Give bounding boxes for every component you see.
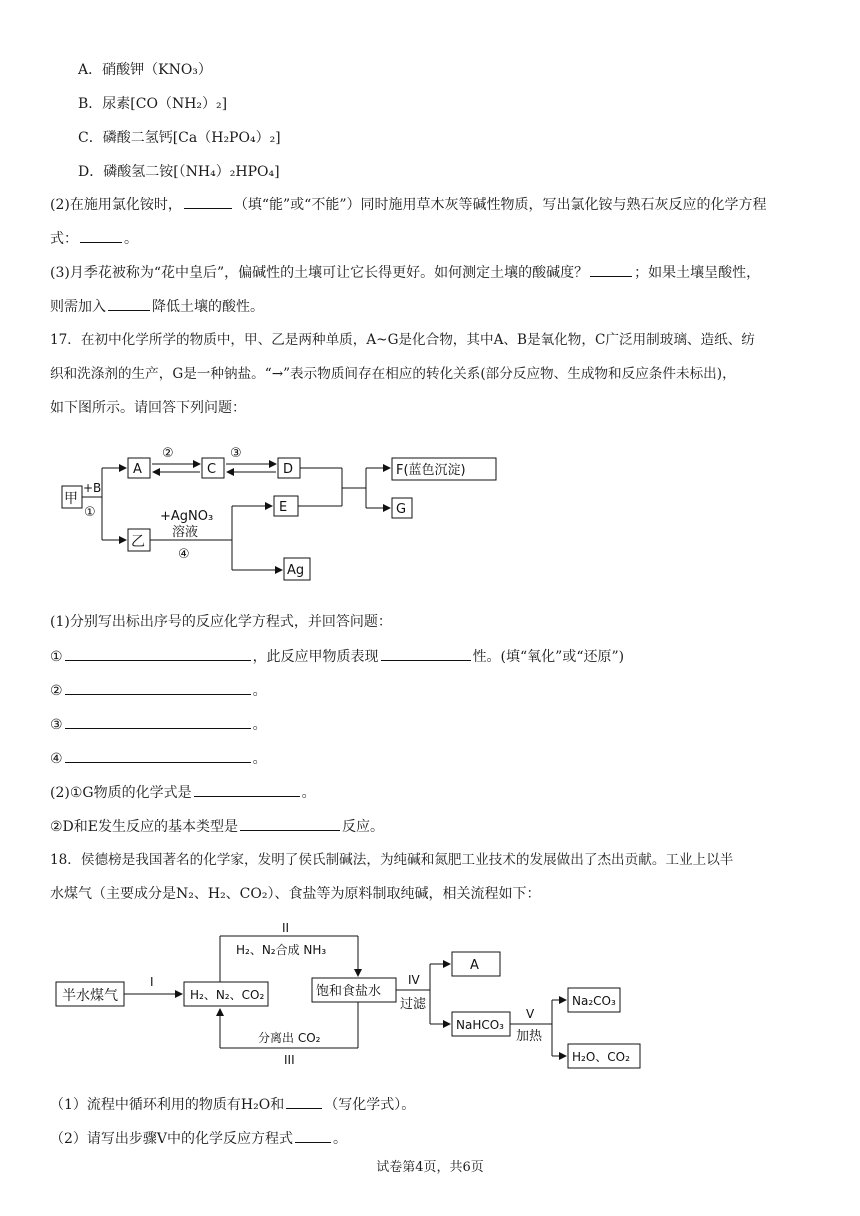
label-nahco3: NaHCO₃ [456,1018,504,1032]
label-separate-co2: 分离出 CO₂ [258,1031,321,1045]
label-step-iii: III [284,1053,295,1067]
q17-answer-3: ③ 。 [50,714,267,735]
label-solution: 溶液 [172,525,199,540]
q18-intro-line2: 水煤气（主要成分是N₂、H₂、CO₂）、食盐等为原料制取纯碱，相关流程如下： [50,886,541,902]
label-e: E [279,500,288,515]
label-g: G [396,502,407,517]
option-a: A．硝酸钾（KNO₃） [78,62,212,78]
q18-intro-line1: 18．侯德榜是我国著名的化学家，发明了侯氏制碱法，为纯碱和氮肥工业技术的发展做出了杰出贡献。工业上以半 [50,852,734,868]
q17-conversion-diagram [0,430,860,590]
label-yi: 乙 [131,534,145,550]
q17-intro-line1: 17．在初中化学所学的物质中，甲、乙是两种单质，A~G是化合物，其中A、B是氧化物，C广泛用制玻璃、造纸、纺 [50,332,755,348]
q16-part3-line2: 则需加入 降低土壤的酸性。 [50,296,264,317]
q17-answer-1: ① ，此反应甲物质表现 性。(填“氧化”或“还原”) [50,646,624,667]
option-b: B．尿素[CO（NH₂）₂] [78,96,228,112]
answer-blank[interactable] [108,296,150,311]
answer-blank[interactable] [194,782,300,797]
label-step-ii: II [282,921,290,935]
answer-blank[interactable] [80,228,122,243]
label-agno3: +AgNO₃ [160,509,214,524]
q17-intro-line3: 如下图所示。请回答下列问题： [50,400,246,416]
q17-sub1: (1)分别写出标出序号的反应化学方程式，并回答问题： [50,614,392,630]
label-c: C [207,462,217,477]
label-plus-b: +B [83,481,102,495]
q16-part3-line1: (3)月季花被称为“花中皇后”，偏碱性的土壤可让它长得更好。如何测定土壤的酸碱度？ ；如果土壤呈酸性， [50,262,760,283]
label-step-i: I [150,975,154,989]
label-ag: Ag [287,563,305,578]
label-filter: 过滤 [400,997,427,1012]
answer-blank[interactable] [65,748,251,763]
label-step-v: V [526,1007,535,1021]
answer-blank[interactable] [65,680,251,695]
q17-sub2a: (2)①G物质的化学式是 。 [50,782,316,803]
label-jia: 甲 [64,491,78,507]
answer-blank[interactable] [590,262,632,277]
page-footer: 试卷第4页，共6页 [376,1160,484,1175]
label-circle-3: ③ [230,446,242,461]
q17-answer-2: ② 。 [50,680,267,701]
answer-blank[interactable] [184,194,232,209]
label-d: D [283,462,294,477]
q16-part2-line2: 式： 。 [50,228,138,249]
answer-blank[interactable] [65,714,251,729]
label-f: F(蓝色沉淀) [396,463,466,478]
label-synthesize-nh3: H₂、N₂合成 NH₃ [236,943,327,957]
label-step-iv: IV [408,973,420,987]
answer-blank[interactable] [286,1094,322,1109]
label-a: A [133,462,142,477]
q17-sub2b: ②D和E发生反应的基本类型是 反应。 [50,816,384,837]
answer-blank[interactable] [381,646,471,661]
label-circle-1: ① [84,505,96,520]
label-circle-4: ④ [178,547,190,562]
label-gas-mixture: H₂、N₂、CO₂ [190,988,265,1002]
q18-process-flowchart [0,916,860,1076]
answer-blank[interactable] [65,646,251,661]
label-h2o-co2: H₂O、CO₂ [572,1050,630,1064]
q17-answer-4: ④ 。 [50,748,267,769]
label-half-water-gas: 半水煤气 [62,988,118,1004]
label-circle-2: ② [162,446,174,461]
option-d: D．磷酸氢二铵[（NH₄）₂HPO₄] [78,164,280,180]
label-a: A [470,958,479,973]
option-c: C．磷酸二氢钙[Ca（H₂PO₄）₂] [78,130,281,146]
label-na2co3: Na₂CO₃ [572,994,616,1008]
q18-q1: （1）流程中循环利用的物质有H₂O和 （写化学式）。 [50,1094,415,1115]
q17-intro-line2: 织和洗涤剂的生产，G是一种钠盐。“→”表示物质间存在相应的转化关系(部分反应物、生成物和反应条件未标出)， [50,366,736,382]
q18-q2: （2）请写出步骤Ⅴ中的化学反应方程式 。 [50,1128,347,1149]
q16-part2-line1: (2)在施用氯化铵时， （填“能”或“不能”）同时施用草木灰等碱性物质，写出氯化铵与熟石灰反应的化学方程 [50,194,766,215]
label-saturated-brine: 饱和食盐水 [316,984,382,999]
answer-blank[interactable] [295,1128,331,1143]
answer-blank[interactable] [240,816,340,831]
label-heat: 加热 [516,1029,543,1044]
